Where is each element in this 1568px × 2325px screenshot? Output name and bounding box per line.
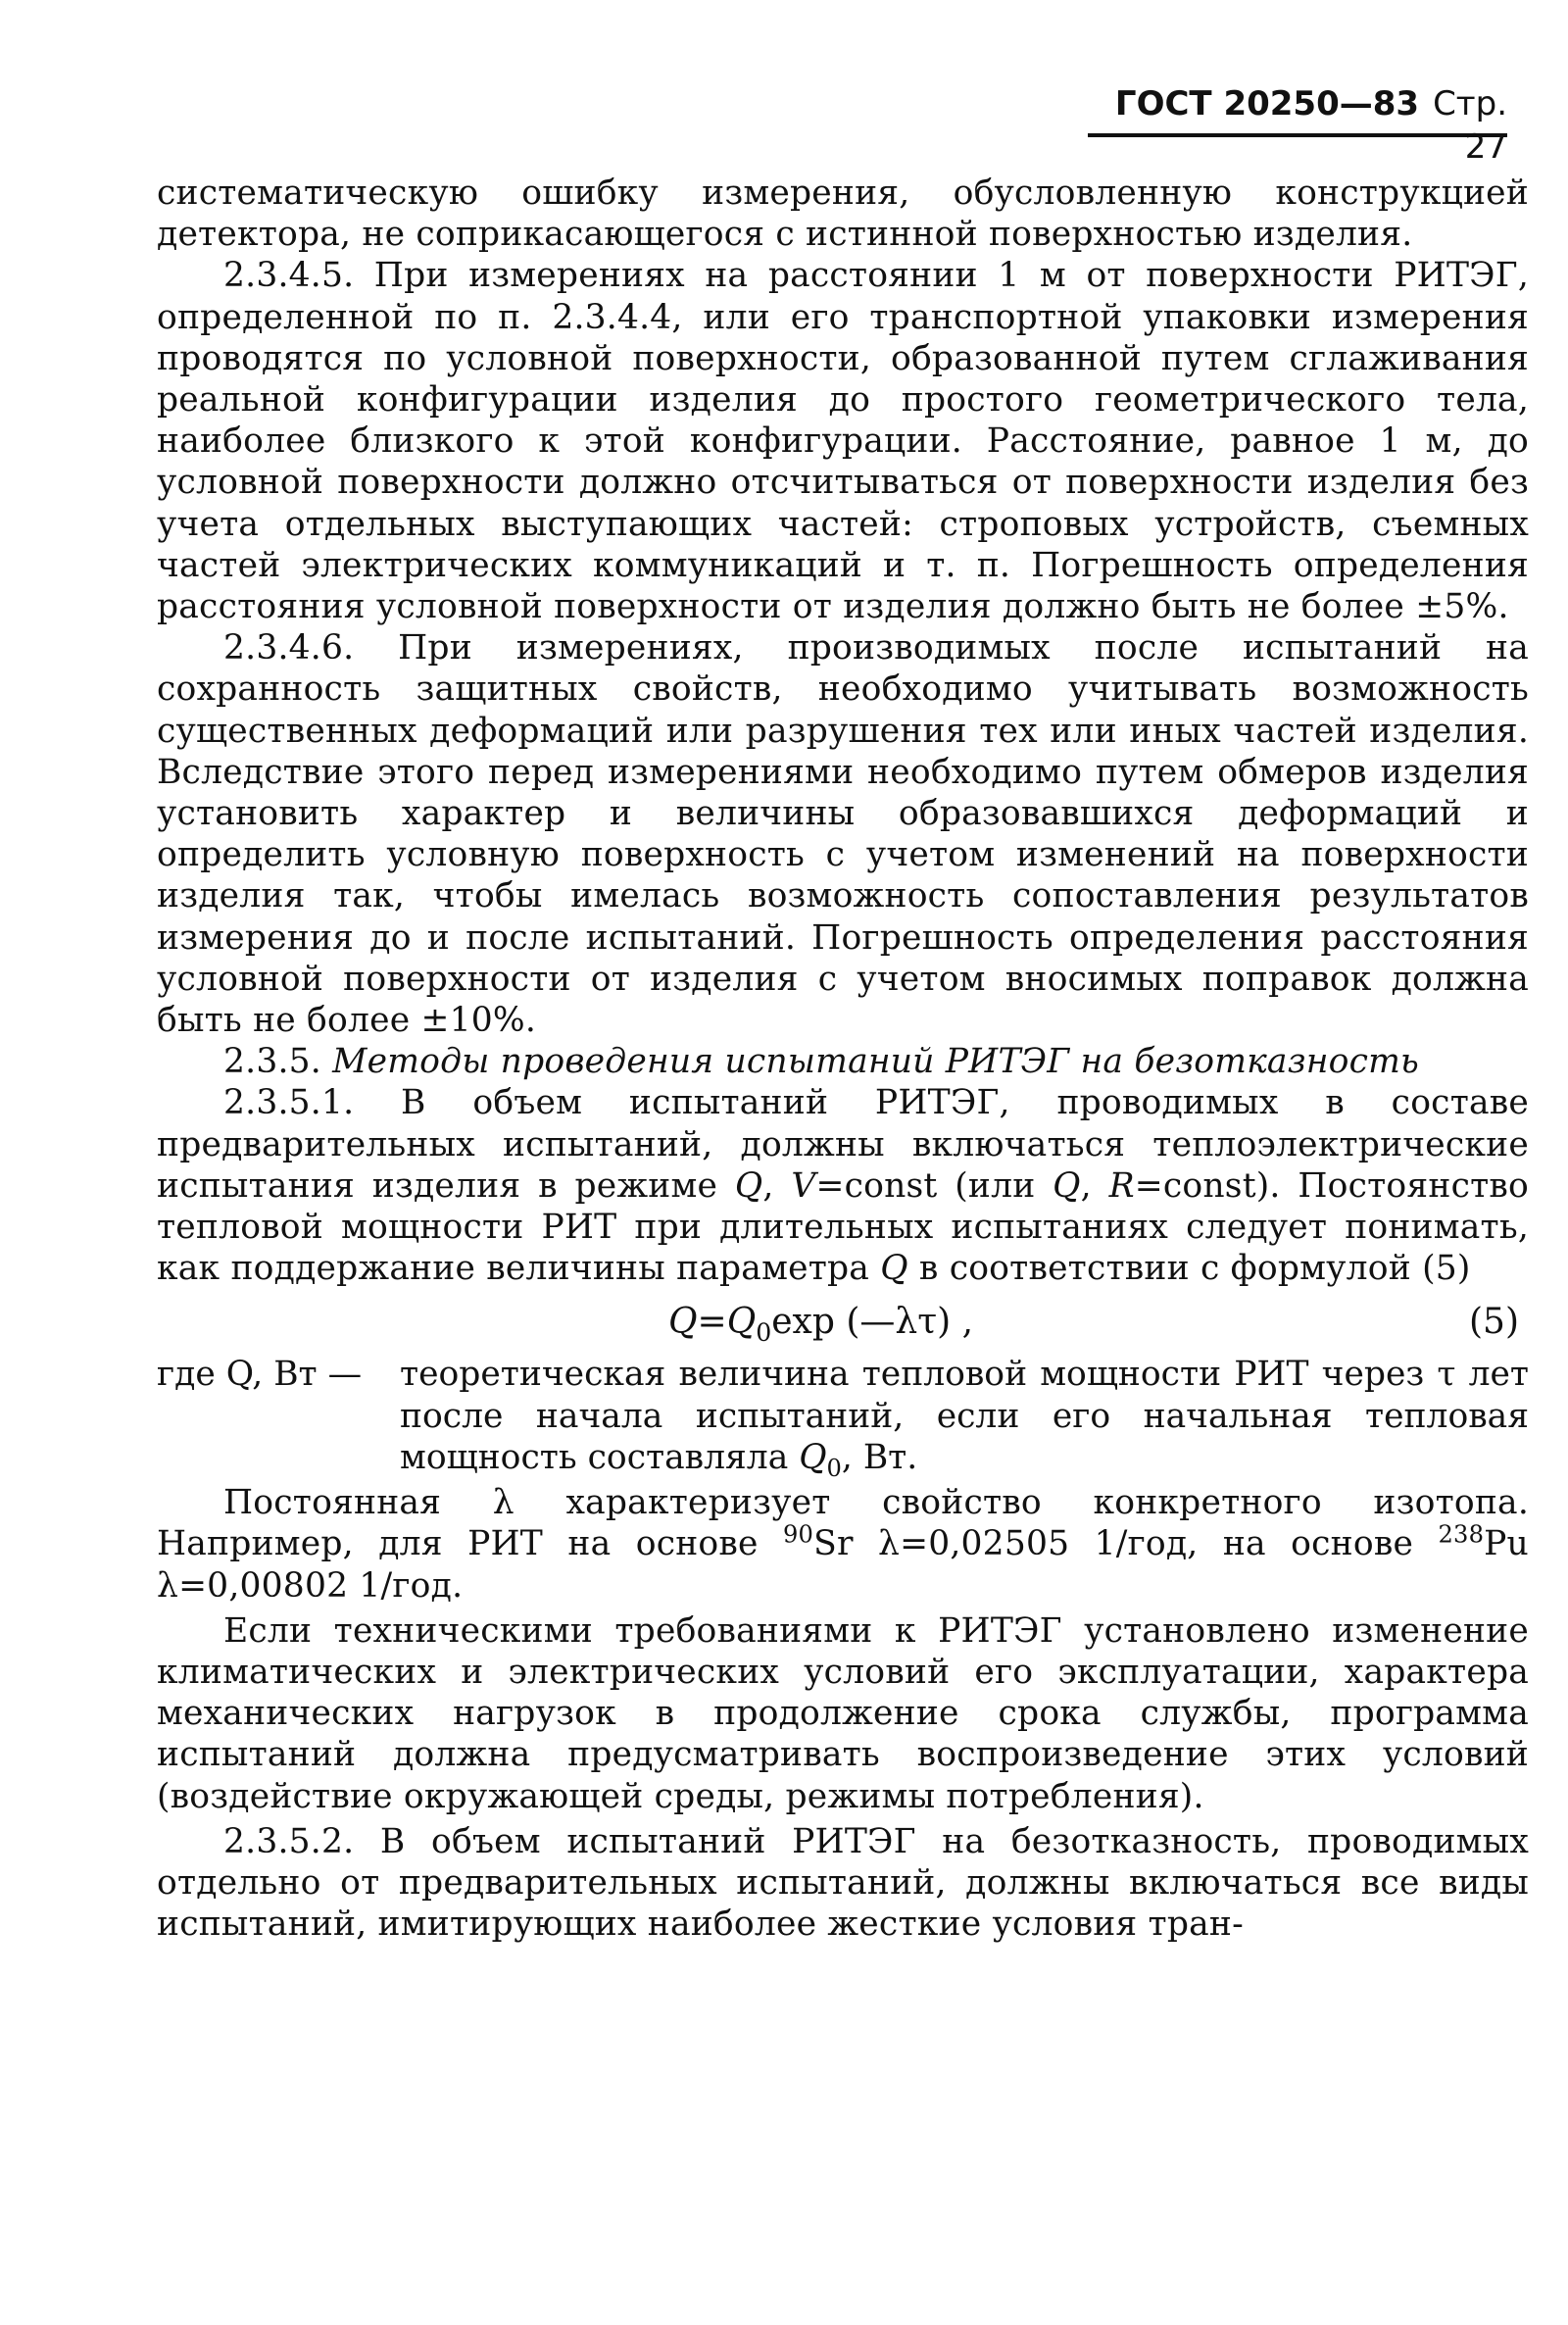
variable-q: Q [880, 1249, 908, 1289]
formula-5 [157, 1297, 1529, 1348]
text-run: теоретическая величина тепловой мощности РИТ через τ лет после начала испытаний, если его начальная тепловая мощность составляла [400, 1355, 1529, 1477]
text-run: = [697, 1302, 727, 1343]
paragraph-climate: Если техническими требованиями к РИТЭГ установлено изменение климатических и электрических условий его эксплуатации, характера механических нагрузок в продолжение срока службы, программа испытаний должна предусматривать воспроизведение этих условий (воздействие окружающей среды, режимы потребления). [157, 1610, 1529, 1816]
variable-r: R [1108, 1165, 1135, 1206]
paragraph-lambda [157, 1482, 1529, 1607]
where-body [400, 1354, 1529, 1482]
text-run: = [815, 1165, 845, 1206]
variable-q: Q [1053, 1165, 1081, 1206]
formula-explanation [157, 1354, 1529, 1482]
text-run: const). Постоянство тепловой мощности РИТ при длительных испытаниях следует понимать, как поддержание величины параметра [157, 1165, 1529, 1289]
text-run: Sr λ=0,02505 1/год, на основе [813, 1524, 1439, 1564]
paragraph-2-3-5-2: 2.3.5.2. В объем испытаний РИТЭГ на безотказность, проводимых отдельно от предварительных испытаний, должны включаться все виды испытаний, имитирующих наиболее жесткие условия тран- [157, 1821, 1529, 1945]
text-run: 2.3.5.1. В объем испытаний РИТЭГ, проводимых в составе предварительных испытаний, должны включаться теплоэлектрические испытания изделия в режиме [157, 1083, 1529, 1206]
variable-q: Q [726, 1302, 757, 1343]
paragraph-2-3-4-6: 2.3.4.6. При измерениях, производимых после испытаний на сохранность защитных свойств, необходимо учитывать возможность существенных деформаций или разрушения тех или иных частей изделия. Вследствие этого перед измерениями необходимо путем обмеров изделия установить характер и величины образовавшихся деформаций и определить условную поверхность с учетом изменений на поверхности изделия так, чтобы имелась возможность сопоставления результатов измерения до и после испытаний. Погрешность определения расстояния условной поверхности от изделия с учетом вносимых поправок должна быть не более ±10%. [157, 628, 1529, 1041]
text-run: = [1134, 1165, 1163, 1206]
section-heading-2-3-5 [157, 1041, 1529, 1082]
standard-number: ГОСТ 20250—83 [1114, 84, 1420, 124]
where-label: где Q, Вт — [157, 1355, 363, 1395]
text-run: Pu λ=0,00802 1/год. [157, 1524, 1529, 1606]
text-run: , [1080, 1165, 1109, 1206]
paragraph-2-3-4-5: 2.3.4.5. При измерениях на расстоянии 1 м от поверхности РИТЭГ, определенной по п. 2.3.4.4, или его транспортной упаковки измерения проводятся по условной поверхности, образованной путем сглаживания реальной конфигурации изделия до простого геометрического тела, наиболее близкого к этой конфигурации. Расстояние, равное 1 м, до условной поверхности должно отсчитываться от поверхности изделия без учета отдельных выступающих частей: строповых устройств, съемных частей электрических коммуникаций и т. п. Погрешность определения расстояния условной поверхности от изделия должно быть не более ±5%. [157, 256, 1529, 627]
text-run: в соответствии с формулой (5) [907, 1249, 1471, 1289]
paragraph-continuation: систематическую ошибку измерения, обусловленную конструкцией детектора, не соприкасающегося с истинной поверхностью изделия. [157, 173, 1529, 255]
variable-v: V [791, 1165, 816, 1206]
variable-q: Q [668, 1302, 698, 1343]
text-run: , [762, 1165, 792, 1206]
formula-number: (5) [1469, 1302, 1519, 1343]
page-number: Стр. 27 [1433, 84, 1507, 167]
text-run: , Вт. [841, 1437, 918, 1477]
body-text [157, 173, 1529, 1945]
formula-rhs: exp (—λτ) , [771, 1302, 974, 1343]
subscript: 0 [826, 1454, 842, 1482]
text-run: const (или [844, 1165, 1054, 1206]
superscript: 90 [783, 1520, 814, 1549]
page-header [1088, 82, 1507, 167]
variable-q: Q [734, 1165, 763, 1206]
superscript: 238 [1438, 1520, 1485, 1549]
section-number: 2.3.5. [223, 1042, 321, 1082]
formula-expression [668, 1297, 973, 1348]
text-run: Постоянная λ характеризует свойство конкретного изотопа. Например, для РИТ на основе [157, 1483, 1529, 1564]
section-title: Методы проведения испытаний РИТЭГ на безотказность [332, 1042, 1420, 1082]
variable-q: Q [799, 1437, 827, 1477]
subscript: 0 [756, 1318, 772, 1348]
paragraph-2-3-5-1 [157, 1082, 1529, 1289]
